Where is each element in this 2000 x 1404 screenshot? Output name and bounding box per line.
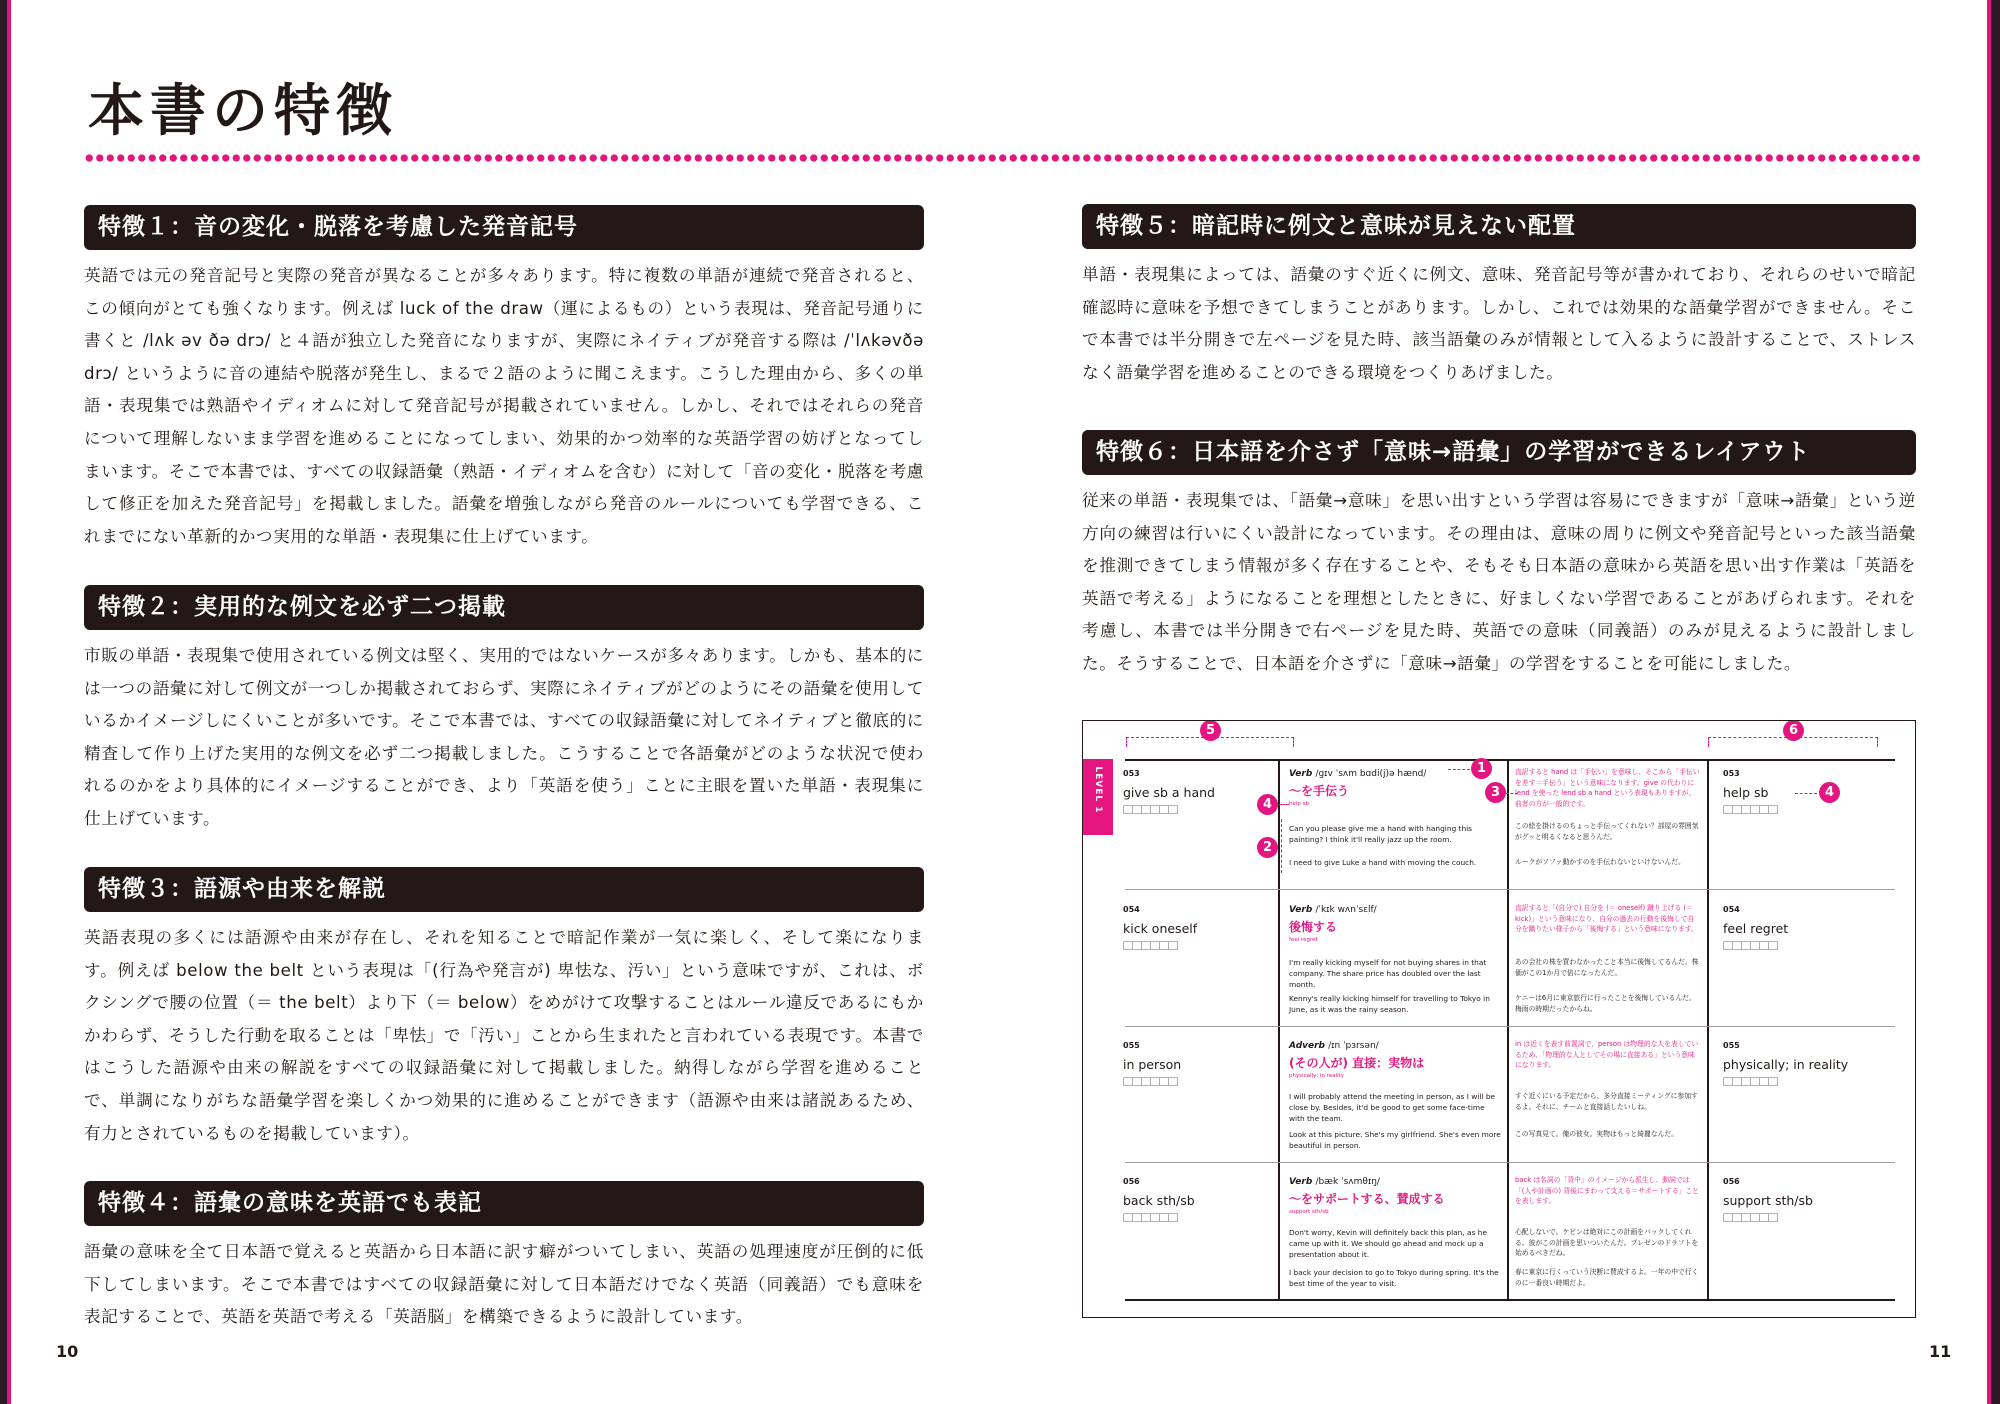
entry-right [1723,1177,1813,1222]
feature-body: 従来の単語・表現集では、「語彙→意味」を思い出すという学習は容易にできますが「意味→語彙」という逆方向の練習は行いにくい設計になっています。その理由は、意味の周りに例文や発音記号といった該当語彙を推測できてしまう情報が多く存在することや、そもそも日本語の意味から英語を思い出す作業は「英語を英語で考える」ようになることを理想としたときに、好ましくない学習であることがあげられます。それを考慮し、本書では半分開きで右ページを見た時、英語での意味（同義語）のみが見えるように設計しました。そうすることで、日本語を介さずに「意味→語彙」の学習をすることを可能にしました。 [1082,491,1916,673]
page-number-left: 10 [56,1342,79,1361]
example-sentence: I need to give Luke a hand with moving the couch. [1289,858,1477,867]
example-sentence: Look at this picture. She's my girlfriend. She's even more beautiful in person. [1289,1130,1501,1150]
callout-3: 3 [1485,782,1506,803]
feature-body: 単語・表現集によっては、語彙のすぐ近くに例文、意味、発音記号等が書かれており、それらのせいで暗記確認時に意味を予想できてしまうことがあります。しかし、これでは効果的な語彙学習ができません。そこで本書では半分開きで左ページを見た時、該当語彙のみが情報として入るように設計することで、ストレスなく語彙学習を進めることのできる環境をつくりあげました。 [1082,265,1916,382]
left-page-edge [0,0,7,1404]
etymology-note: back は名詞の「背中」のイメージから派生し、動詞では「(人や計画の) 背後にまわって支える＝サポートする」ことを表します。 [1515,1176,1699,1205]
callout-4: 4 [1257,794,1278,815]
feature-5 [1082,204,1916,389]
etymology-note: in は近くを表す前置詞で、person は物理的な人を表しているため、「物理的な人としてその場に直接ある」という意味になります。 [1515,1040,1699,1069]
feature-body: 市販の単語・表現集で使用されている例文は堅く、実用的ではないケースが多々あります。しかも、基本的には一つの語彙に対して例文が一つしか掲載されておらず、実際にネイティブがどのようにその語彙を使用しているかイメージしにくいことが多いです。そこで本書では、すべての収録語彙に対してネイティブと徹底的に精査して作り上げた実用的な例文を必ず二つ掲載しました。こうすることで各語彙がどのような状況で使われるのかをより具体的にイメージすることができ、より「英語を使う」ことに主眼を置いた単語・表現集に仕上げています。 [84,646,925,828]
japanese-meaning: (その人が) 直接：実物は [1289,1056,1425,1070]
example-sentence: Can you please give me a hand with hanging this painting? I think it'll really jazz up the room. [1289,824,1473,844]
example-translation: ケニーは6月に東京旅行に行ったことを後悔しているんだ。梅雨の時期だったからね。 [1515,994,1696,1013]
example-translation: あの会社の株を買わなかったこと本当に後悔してるんだ。株価がこの1か月で倍になったんだ。 [1515,958,1699,977]
check-boxes [1723,1213,1778,1222]
part-of-speech: Verb [1289,1177,1313,1187]
level-label: LEVEL 1 [1093,766,1103,814]
etymology-note: 直訳すると hand は「手伝い」を意味し、そこから「手伝いを差す＝手伝う」という意味になります。give の代わりに lend を使った lend sb a hand という表現もありますが、前者の方が一般的です。 [1515,768,1700,808]
feature-heading: 特徴５：暗記時に例文と意味が見えない配置 [1082,204,1916,249]
ipa: /bæk ˈsʌmθɪŋ/ [1315,1177,1380,1187]
row-divider [1125,1162,1895,1163]
feature-heading: 特徴４：語彙の意味を英語でも表記 [84,1181,924,1226]
etymology-note: 直訳すると「(自分で) 自分を (＝ oneself) 蹴り上げる (＝ kick)」という意味になり、自分の過去の行動を後悔して自分を蹴りたい様子から「後悔する」という意味になります。 [1515,904,1698,933]
entry-number: 053 [1723,769,1740,778]
ipa: /ɪn ˈpɜrsən/ [1328,1041,1379,1051]
callout-1: 1 [1471,758,1492,779]
japanese-meaning: ～を手伝う [1289,784,1350,798]
entry-number: 056 [1723,1177,1740,1186]
sample-layout-figure [1082,720,1916,1318]
feature-heading: 特徴６：日本語を介さず「意味→語彙」の学習ができるレイアウト [1082,430,1916,475]
column-divider [1507,759,1509,1299]
example-sentence: Kenny's really kicking himself for travelling to Tokyo in June, as it was the rainy season. [1289,994,1490,1014]
synonym: help sb [1289,801,1309,807]
check-boxes [1723,1077,1778,1086]
feature-3 [84,867,924,1150]
entry-right [1723,1041,1848,1086]
entry-word: kick oneself [1123,921,1198,936]
synonym: feel regret [1289,937,1318,943]
example-translation: 心配しないで。ケビンは絶対にこの計画をバックしてくれる。彼がこの計画を思いついたんだ。プレゼンのドラフトを始めるべきだね。 [1515,1228,1699,1257]
entry-synonym: feel regret [1723,921,1789,936]
entry-meaning [1289,1041,1499,1079]
entry-meaning [1289,769,1499,807]
entry-synonym: help sb [1723,785,1769,800]
dotted-divider [84,153,1922,163]
callout-6: 6 [1783,720,1804,741]
check-boxes [1723,941,1778,950]
check-boxes [1123,1077,1178,1086]
entry-number: 056 [1123,1177,1140,1186]
part-of-speech: Verb [1289,905,1313,915]
page-title: 本書の特徴 [88,79,398,144]
example-translation: この写真見て。俺の彼女。実物はもっと綺麗なんだ。 [1515,1130,1678,1138]
part-of-speech: Adverb [1289,1041,1325,1051]
entry-number: 055 [1123,1041,1140,1050]
entry-left [1123,905,1197,950]
top-rule [1125,759,1895,761]
right-page-edge [1991,0,2000,1404]
example-sentence: I will probably attend the meeting in person, as I will be close by. Besides, it'd be good to get some face-time with the team. [1289,1092,1496,1123]
check-boxes [1123,1213,1178,1222]
entry-right [1723,769,1778,814]
example-translation: すぐ近くにいる予定だから、多分直接ミーティングに参加するよ。それに、チームと直接話したいしね。 [1515,1092,1698,1111]
entry-word: in person [1123,1057,1182,1072]
entry-left [1123,769,1215,814]
row-divider [1125,889,1895,890]
entry-word: give sb a hand [1123,785,1215,800]
callout-leader [1506,793,1518,794]
feature-6 [1082,430,1916,681]
synonym: physically; in reality [1289,1073,1345,1079]
row-divider [1125,1026,1895,1027]
feature-1 [84,205,924,553]
feature-heading: 特徴３：語源や由来を解説 [84,867,924,912]
example-translation: この絵を掛けるのちょっと手伝ってくれない？部屋の雰囲気がグッと明るくなると思うんだ。 [1515,822,1699,841]
japanese-meaning: ～をサポートする、賛成する [1289,1192,1445,1206]
japanese-meaning: 後悔する [1289,920,1338,934]
feature-body: 英語では元の発音記号と実際の発音が異なることが多々あります。特に複数の単語が連続で発音されると、この傾向がとても強くなります。例えば luck of the draw（運によるもの）という表現は、発音記号通りに書くと /lʌk əv ðə drɔ/ と４語が独立した発音になりますが、実際にネイティブが発音する際は /ˈlʌkəvðə drɔ/ というように音の連結や脱落が発生し、まるで２語のように聞こえます。こうした理由から、多くの単語・表現集では熟語やイディオムに対して発音記号が掲載されていません。しかし、それではそれらの発音について理解しないまま学習を進めることになってしまい、効果的かつ効率的な英語学習の妨げとなってしまいます。そこで本書では、すべての収録語彙（熟語・イディオムを含む）に対して「音の変化・脱落を考慮して修正を加えた発音記号」を掲載しました。語彙を増強しながら発音のルールについても学習できる、これまでにない革新的かつ実用的な単語・表現集に仕上げています。 [84,266,924,546]
check-boxes [1723,805,1778,814]
bottom-rule [1125,1299,1895,1301]
column-divider [1278,759,1280,1299]
example-sentence: I'm really kicking myself for not buying shares in that company. The share price has doubled over the last month. [1289,958,1487,989]
page-number-right: 11 [1929,1342,1952,1361]
entry-left [1123,1041,1181,1086]
entry-left [1123,1177,1195,1222]
entry-synonym: physically; in reality [1723,1057,1849,1072]
callout-leader [1281,819,1282,873]
entry-right [1723,905,1788,950]
entry-number: 053 [1123,769,1140,778]
feature-heading: 特徴１：音の変化・脱落を考慮した発音記号 [84,205,924,250]
entry-synonym: support sth/sb [1723,1193,1813,1208]
callout-2: 2 [1257,837,1278,858]
feature-body: 語彙の意味を全て日本語で覚えると英語から日本語に訳す癖がついてしまい、英語の処理速度が圧倒的に低下してしまいます。そこで本書ではすべての収録語彙に対して日本語だけでなく英語（同義語）でも意味を表記することで、英語を英語で考える「英語脳」を構築できるように設計しています。 [84,1242,924,1327]
callout-5: 5 [1200,720,1221,741]
ipa: /ˈkɪk wʌnˈsɛlf/ [1315,905,1377,915]
example-sentence: I back your decision to go to Tokyo during spring. It's the best time of the year to visit. [1289,1268,1499,1288]
feature-4 [84,1181,924,1334]
entry-number: 054 [1723,905,1740,914]
callout-leader [1795,793,1817,794]
callout-leader [1448,769,1470,770]
entry-number: 055 [1723,1041,1740,1050]
entry-number: 054 [1123,905,1140,914]
column-divider [1707,759,1709,1299]
check-boxes [1123,941,1178,950]
ipa: /gɪv ˈsʌm bɑdi(j)ə hænd/ [1315,769,1427,779]
check-boxes [1123,805,1178,814]
feature-body: 英語表現の多くには語源や由来が存在し、それを知ることで暗記作業が一気に楽しく、そして楽になります。例えば below the belt という表現は「(行為や発言が) 卑怯な、汚い」という意味ですが、これは、ボクシングで腰の位置（＝ the belt）より下（＝ below）をめがけて攻撃することはルール違反であるにもかかわらず、そうした行動を取ることは「卑怯」で「汚い」ことから生まれたと言われている表現です。本書ではこうした語源や由来の解説をすべての収録語彙に対して掲載しました。納得しながら学習を進めることで、単調になりがちな語彙学習を楽しくかつ効果的に進めることができます（語源や由来は諸説あるため、有力とされているものを掲載しています）。 [84,928,924,1143]
entry-word: back sth/sb [1123,1193,1195,1208]
callout-4-right: 4 [1819,782,1840,803]
entry-meaning [1289,905,1499,943]
example-sentence: Don't worry, Kevin will definitely back this plan, as he came up with it. We should go ahead and mock up a presentation about it. [1289,1228,1488,1259]
example-translation: ルークがソファ動かすのを手伝わないといけないんだ。 [1515,858,1685,866]
entry-meaning [1289,1177,1499,1215]
part-of-speech: Verb [1289,769,1313,779]
callout-leader [1279,804,1289,805]
example-translation: 春に東京に行くっていう決断に賛成するよ。一年の中で行くのに一番良い時期だよ。 [1515,1268,1699,1287]
feature-heading: 特徴２：実用的な例文を必ず二つ掲載 [84,585,924,630]
synonym: support sth/sb [1289,1209,1329,1215]
feature-2 [84,585,924,836]
